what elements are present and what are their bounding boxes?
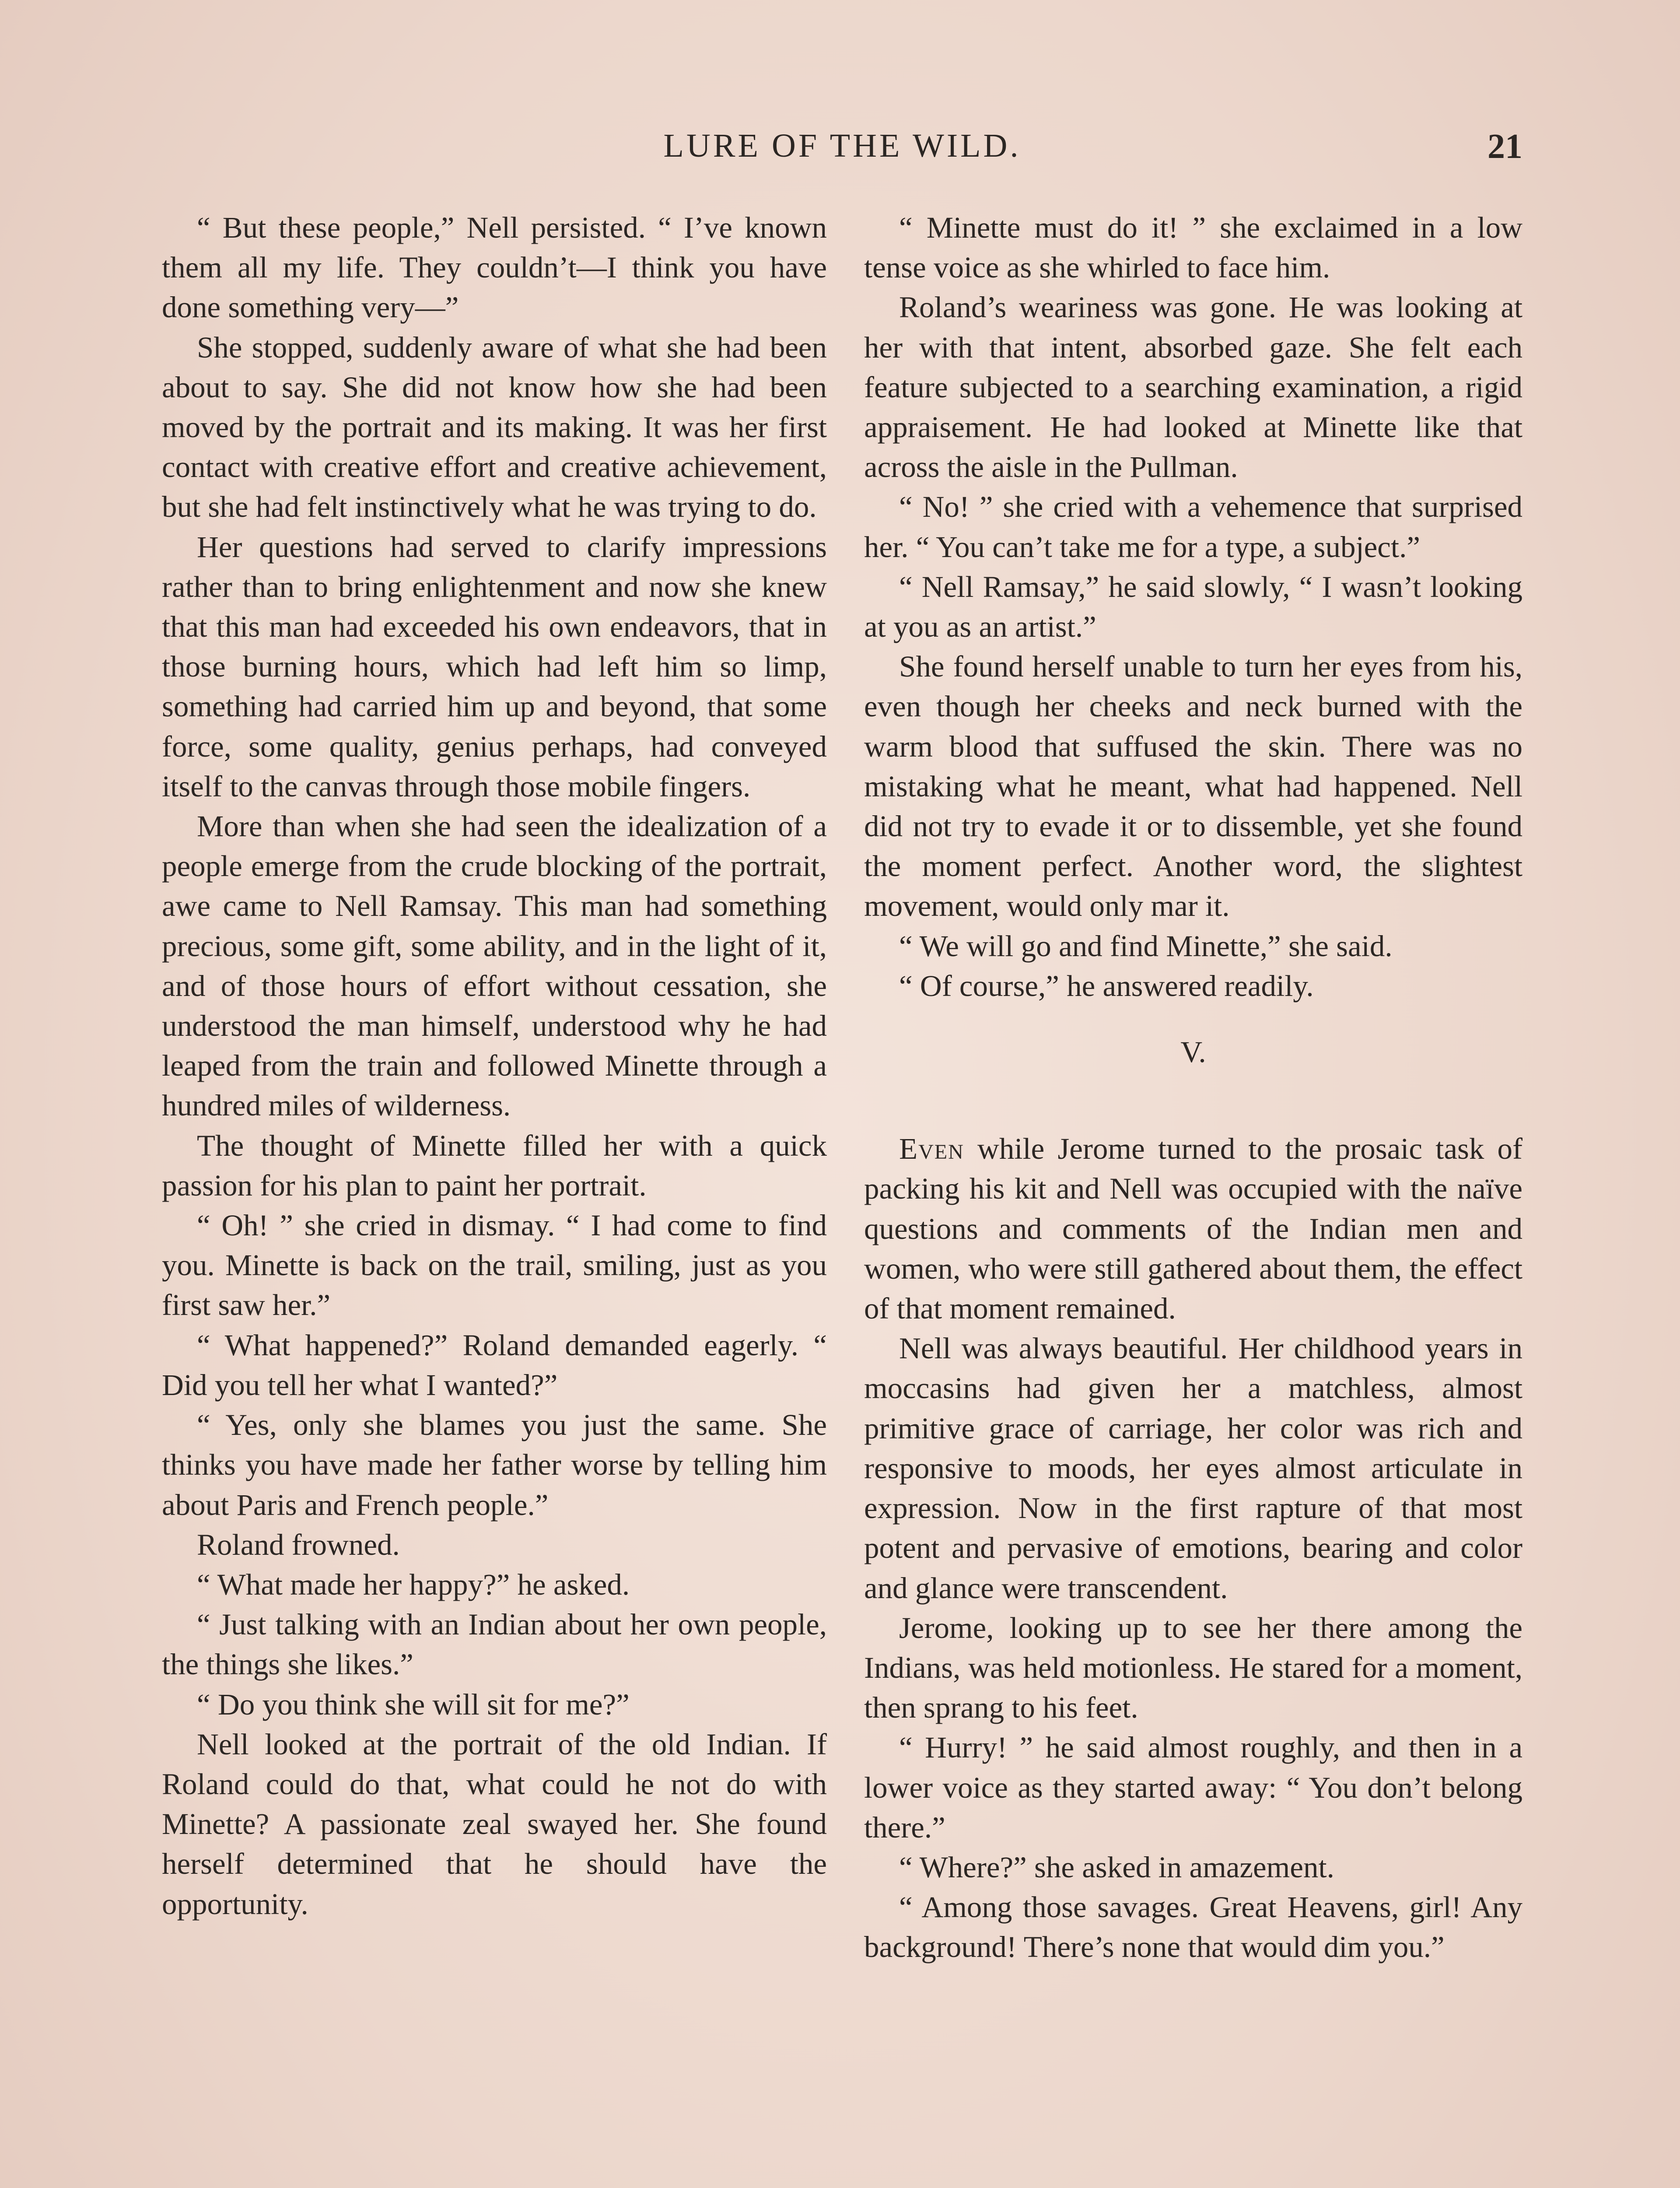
paragraph: “ Just talking with an Indian about her own people, the things she likes.”: [162, 1608, 827, 1681]
paragraph: Roland’s weariness was gone. He was looking at her with that intent, absorbed gaze. She felt each feature subjected to a searching examination, a rigid appraisement. He had looked at Minette like that across the aisle in the Pullman.: [864, 291, 1522, 484]
paragraph: Her questions had served to clarify impressions rather than to bring enlightenment and now she knew that this man had exceeded his own endeavors, that in those burning hours, which had left him so limp, something had carried him up and beyond, that some force, some quality, genius perhaps, had conveyed itself to the canvas through those mobile fingers.: [162, 530, 827, 803]
paragraph: Nell was always beautiful. Her childhood years in moccasins had given her a matchless, almost primitive grace of carriage, her color was rich and responsive to moods, her eyes almost articulate in expression. Now in the first rapture of that most potent and pervasive of emotions, bearing and color and glance were transcendent.: [864, 1332, 1522, 1605]
paragraph: Roland frowned.: [197, 1528, 400, 1561]
paragraph: She found herself unable to turn her eyes from his, even though her cheeks and neck burned with the warm blood that suffused the skin. There was no mistaking what he meant, what had happened. Nell did not try to evade it or to dissemble, yet she found the moment perfect. Another word, the slightest movement, would only mar it.: [864, 650, 1522, 923]
paragraph: “ Among those savages. Great Heavens, girl! Any background! There’s none that would dim you.”: [864, 1890, 1522, 1964]
paragraph: “ What happened?” Roland demanded eagerly. “ Did you tell her what I wanted?”: [162, 1328, 827, 1402]
paragraph: More than when she had seen the idealization of a people emerge from the crude blocking of the portrait, awe came to Nell Ramsay. This man had something precious, some gift, some ability, and in the light of it, and of those hours of effort without cessation, she understood the man himself, understood why he had leaped from the train and followed Minette through a hundred miles of wilderness.: [162, 810, 827, 1122]
paragraph: “ Yes, only she blames you just the same. She thinks you have made her father worse by telling him about Paris and French people.”: [162, 1408, 827, 1522]
paragraph: She stopped, suddenly aware of what she had been about to say. She did not know how she had been moved by the portrait and its making. It was her first contact with creative effort and creative achievement, but she had felt instinctively what he was trying to do.: [162, 330, 827, 524]
paragraph: “ Minette must do it! ” she exclaimed in a low tense voice as she whirled to face him.: [864, 211, 1522, 284]
chapter-heading: V.: [1180, 1035, 1206, 1069]
right-column: [864, 208, 1522, 1967]
paragraph: Nell looked at the portrait of the old Indian. If Roland could do that, what could he not do with Minette? A passionate zeal swayed her. She found herself determined that he should have the opportunity.: [162, 1727, 827, 1921]
paragraph: The thought of Minette filled her with a quick passion for his plan to paint her portrait.: [162, 1129, 827, 1202]
running-title: LURE OF THE WILD.: [663, 127, 1021, 164]
chapter-opening-paragraph: [864, 1129, 1522, 1329]
paragraph: “ No! ” she cried with a vehemence that surprised her. “ You can’t take me for a type, a subject.”: [864, 490, 1522, 564]
paragraph: “ Where?” she asked in amazement.: [899, 1850, 1334, 1884]
paragraph: “ What made her happy?” he asked.: [197, 1567, 630, 1601]
page-number: 21: [1488, 127, 1522, 166]
paragraph: “ But these people,” Nell persisted. “ I’ve known them all my life. They couldn’t—I think you have done something very—”: [162, 211, 827, 324]
paragraph: Jerome, looking up to see her there among the Indians, was held motionless. He stared for a moment, then sprang to his feet.: [864, 1611, 1522, 1725]
chapter-first-word: Even: [899, 1132, 964, 1166]
left-column: [162, 208, 827, 1924]
paragraph: “ Do you think she will sit for me?”: [197, 1687, 630, 1721]
paragraph: “ Nell Ramsay,” he said slowly, “ I wasn’t looking at you as an artist.”: [864, 570, 1522, 644]
paragraph: “ Hurry! ” he said almost roughly, and then in a lower voice as they started away: “ You don’t belong there.”: [864, 1731, 1522, 1844]
paragraph: “ We will go and find Minette,” she said.: [899, 929, 1393, 963]
paragraph: “ Of course,” he answered readily.: [899, 969, 1314, 1003]
page-header: [162, 127, 1522, 175]
chapter-opening-text: while Jerome turned to the prosaic task of packing his kit and Nell was occupied with the naïve questions and comments of the Indian men and women, who were still gathered about them, the effect of that moment remained.: [864, 1132, 1522, 1325]
paragraph: “ Oh! ” she cried in dismay. “ I had come to find you. Minette is back on the trail, smiling, just as you first saw her.”: [162, 1209, 827, 1322]
